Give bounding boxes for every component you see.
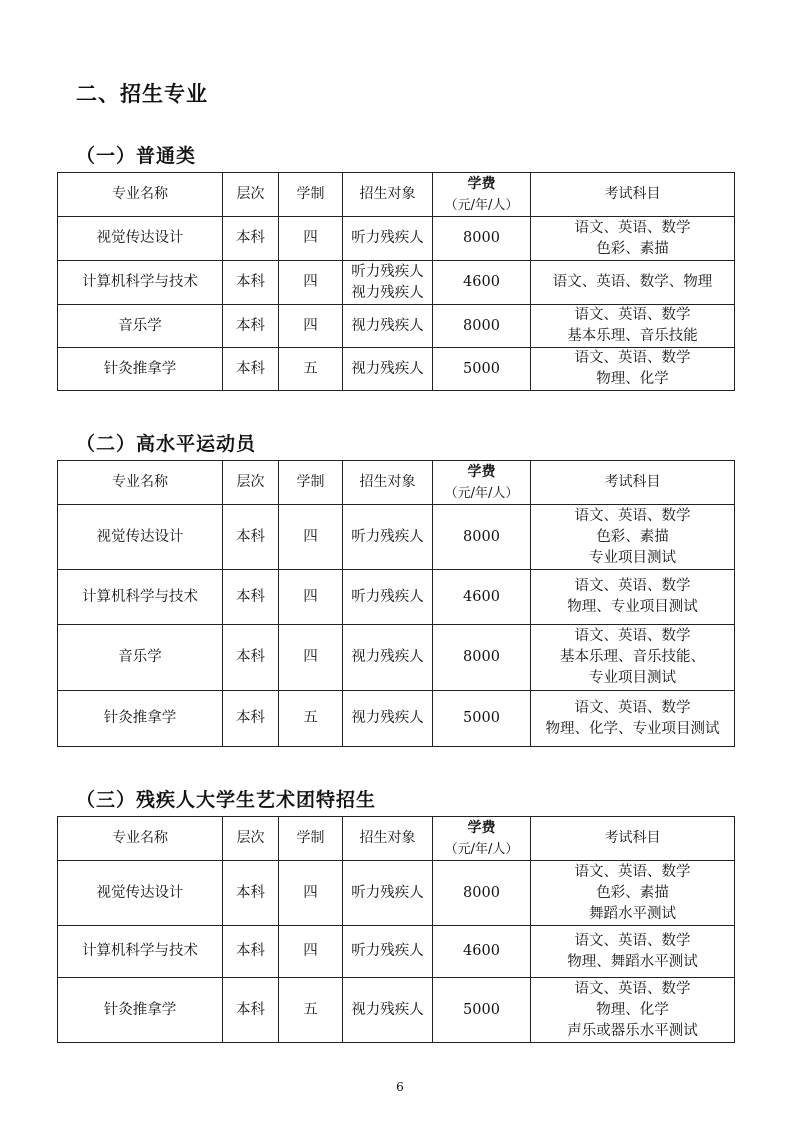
- cell-duration: 四: [279, 861, 343, 926]
- header-fee-line1: 学费: [467, 463, 496, 480]
- cell-level: 本科: [223, 305, 279, 348]
- cell-duration: 四: [279, 570, 343, 625]
- table-row: [58, 978, 735, 1043]
- cell-major: 针灸推拿学: [58, 691, 223, 747]
- header-subjects: 考试科目: [531, 173, 735, 217]
- cell-fee: 8000: [433, 305, 531, 348]
- subject-line: 专业项目测试: [589, 670, 676, 686]
- cell-level: 本科: [223, 861, 279, 926]
- section-title: 二、招生专业: [76, 82, 208, 106]
- target-line: 听力残疾人: [351, 588, 424, 605]
- header-fee: [433, 817, 531, 861]
- cell-major: 视觉传达设计: [58, 505, 223, 570]
- subject-line: 语文、英语、数学: [574, 350, 691, 366]
- subject-line: 语文、英语、数学: [574, 863, 691, 880]
- subject-line: 专业项目测试: [589, 549, 676, 566]
- cell-fee: 8000: [433, 505, 531, 570]
- target-line: 听力残疾人: [351, 230, 424, 246]
- header-fee: [433, 173, 531, 217]
- cell-major: 计算机科学与技术: [58, 570, 223, 625]
- cell-major: 计算机科学与技术: [58, 926, 223, 978]
- header-fee-line2: （元/年/人）: [444, 841, 519, 857]
- subject-line: 色彩、素描: [596, 884, 669, 901]
- cell-major: 计算机科学与技术: [58, 261, 223, 305]
- cell-target: [343, 261, 433, 305]
- cell-level: 本科: [223, 691, 279, 747]
- cell-target: [343, 926, 433, 978]
- cell-duration: 四: [279, 305, 343, 348]
- cell-major: 音乐学: [58, 305, 223, 348]
- header-row: [58, 817, 735, 861]
- table-row: [58, 505, 735, 570]
- header-major: 专业名称: [58, 817, 223, 861]
- target-line: 视力残疾人: [351, 1001, 424, 1018]
- cell-subjects: [531, 570, 735, 625]
- subject-line: 语文、英语、数学、物理: [552, 274, 713, 290]
- header-fee: [433, 461, 531, 505]
- cell-subjects: [531, 926, 735, 978]
- cell-duration: 五: [279, 978, 343, 1043]
- target-line: 视力残疾人: [351, 284, 424, 301]
- cell-subjects: [531, 305, 735, 348]
- header-subjects: 考试科目: [531, 461, 735, 505]
- cell-duration: 五: [279, 348, 343, 391]
- cell-major: 视觉传达设计: [58, 217, 223, 261]
- target-line: 听力残疾人: [351, 528, 424, 545]
- cell-duration: 四: [279, 926, 343, 978]
- cell-duration: 四: [279, 625, 343, 691]
- subject-line: 色彩、素描: [596, 240, 669, 257]
- header-level: 层次: [223, 461, 279, 505]
- cell-target: [343, 691, 433, 747]
- subject-line: 语文、英语、数学: [574, 307, 691, 323]
- table-row: [58, 348, 735, 391]
- cell-level: 本科: [223, 217, 279, 261]
- cell-target: [343, 217, 433, 261]
- header-fee-line2: （元/年/人）: [444, 485, 519, 501]
- cell-level: 本科: [223, 505, 279, 570]
- cell-subjects: [531, 505, 735, 570]
- header-target: 招生对象: [343, 817, 433, 861]
- target-line: 听力残疾人: [351, 884, 424, 901]
- page-number: 6: [396, 1080, 404, 1094]
- table-row: [58, 217, 735, 261]
- header-fee-line2: （元/年/人）: [444, 197, 519, 213]
- cell-level: 本科: [223, 926, 279, 978]
- header-subjects: 考试科目: [531, 817, 735, 861]
- header-duration: 学制: [279, 173, 343, 217]
- cell-level: 本科: [223, 261, 279, 305]
- cell-subjects: [531, 261, 735, 305]
- cell-target: [343, 348, 433, 391]
- subject-line: 物理、化学: [596, 1001, 669, 1018]
- cell-fee: 5000: [433, 978, 531, 1043]
- header-row: [58, 461, 735, 505]
- subject-line: 色彩、素描: [596, 528, 669, 545]
- header-duration: 学制: [279, 817, 343, 861]
- header-level: 层次: [223, 173, 279, 217]
- cell-target: [343, 505, 433, 570]
- cell-level: 本科: [223, 978, 279, 1043]
- header-level: 层次: [223, 817, 279, 861]
- cell-fee: 8000: [433, 217, 531, 261]
- cell-subjects: [531, 861, 735, 926]
- cell-subjects: [531, 691, 735, 747]
- subject-line: 语文、英语、数学: [574, 699, 691, 716]
- subject-line: 物理、专业项目测试: [567, 599, 698, 615]
- cell-major: 针灸推拿学: [58, 978, 223, 1043]
- table-row: [58, 305, 735, 348]
- cell-fee: 4600: [433, 570, 531, 625]
- cell-subjects: [531, 348, 735, 391]
- cell-level: 本科: [223, 348, 279, 391]
- subject-line: 声乐或器乐水平测试: [567, 1022, 698, 1039]
- header-target: 招生对象: [343, 173, 433, 217]
- cell-fee: 4600: [433, 926, 531, 978]
- target-line: 视力残疾人: [351, 317, 424, 334]
- header-major: 专业名称: [58, 461, 223, 505]
- cell-fee: 5000: [433, 348, 531, 391]
- subject-line: 语文、英语、数学: [574, 628, 691, 644]
- table-row: [58, 861, 735, 926]
- subject-line: 语文、英语、数学: [574, 507, 691, 524]
- cell-duration: 四: [279, 217, 343, 261]
- subject-line: 物理、舞蹈水平测试: [567, 953, 698, 970]
- header-target: 招生对象: [343, 461, 433, 505]
- table-3-title: （三）残疾人大学生艺术团特招生: [76, 789, 377, 811]
- cell-duration: 四: [279, 261, 343, 305]
- cell-duration: 五: [279, 691, 343, 747]
- cell-subjects: [531, 625, 735, 691]
- subject-line: 舞蹈水平测试: [589, 905, 676, 922]
- table-row: [58, 625, 735, 691]
- subject-line: 语文、英语、数学: [574, 980, 691, 997]
- header-fee-line1: 学费: [467, 819, 496, 836]
- target-line: 视力残疾人: [351, 649, 424, 665]
- subject-line: 基本乐理、音乐技能: [567, 328, 698, 344]
- table-3: [57, 816, 735, 1043]
- subject-line: 物理、化学、专业项目测试: [545, 720, 720, 737]
- header-duration: 学制: [279, 461, 343, 505]
- table-row: [58, 926, 735, 978]
- cell-duration: 四: [279, 505, 343, 570]
- subject-line: 基本乐理、音乐技能、: [560, 649, 705, 665]
- subject-line: 语文、英语、数学: [574, 219, 691, 236]
- subject-line: 语文、英语、数学: [574, 932, 691, 949]
- header-fee-line1: 学费: [467, 175, 496, 192]
- table-2-title: （二）高水平运动员: [76, 433, 257, 455]
- target-line: 听力残疾人: [351, 943, 424, 959]
- cell-fee: 8000: [433, 861, 531, 926]
- subject-line: 语文、英语、数学: [574, 578, 691, 594]
- cell-major: 音乐学: [58, 625, 223, 691]
- table-1-title: （一）普通类: [76, 145, 197, 167]
- table-row: [58, 261, 735, 305]
- target-line: 视力残疾人: [351, 710, 424, 726]
- target-line: 视力残疾人: [351, 360, 424, 377]
- target-line: 听力残疾人: [351, 263, 424, 280]
- header-major: 专业名称: [58, 173, 223, 217]
- cell-major: 针灸推拿学: [58, 348, 223, 391]
- cell-target: [343, 570, 433, 625]
- cell-major: 视觉传达设计: [58, 861, 223, 926]
- table-row: [58, 570, 735, 625]
- cell-target: [343, 978, 433, 1043]
- cell-level: 本科: [223, 625, 279, 691]
- cell-subjects: [531, 217, 735, 261]
- table-2: [57, 460, 735, 747]
- cell-target: [343, 305, 433, 348]
- cell-level: 本科: [223, 570, 279, 625]
- cell-target: [343, 861, 433, 926]
- cell-subjects: [531, 978, 735, 1043]
- cell-target: [343, 625, 433, 691]
- subject-line: 物理、化学: [596, 371, 669, 387]
- cell-fee: 4600: [433, 261, 531, 305]
- header-row: [58, 173, 735, 217]
- cell-fee: 5000: [433, 691, 531, 747]
- cell-fee: 8000: [433, 625, 531, 691]
- table-row: [58, 691, 735, 747]
- table-1: [57, 172, 735, 391]
